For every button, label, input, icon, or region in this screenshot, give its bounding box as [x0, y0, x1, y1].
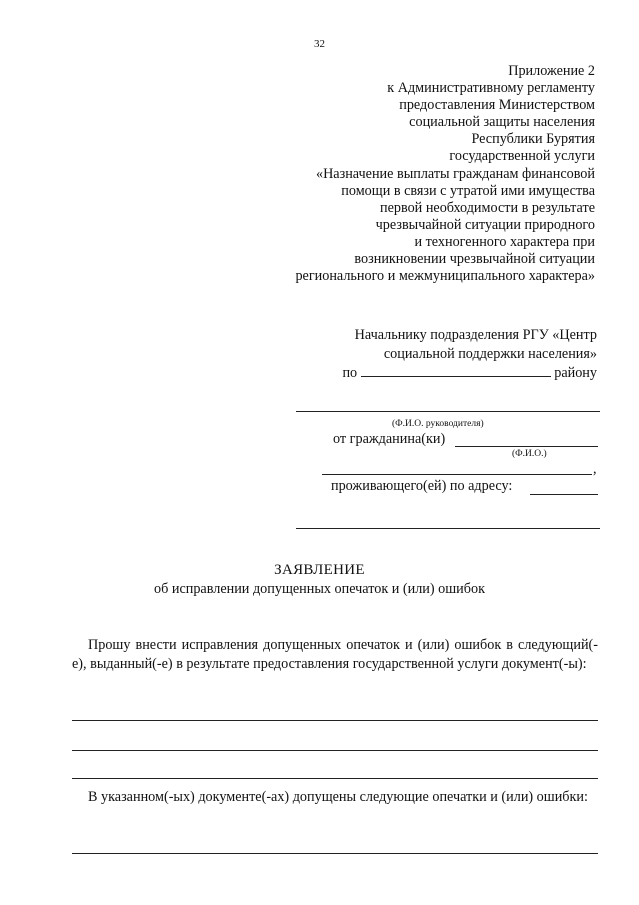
district-field[interactable] — [361, 364, 551, 377]
document-field-line[interactable] — [72, 778, 598, 779]
appendix-line: возникновении чрезвычайной ситуации — [354, 251, 595, 268]
appendix-line: «Назначение выплаты гражданам финансовой — [315, 165, 595, 182]
addressee-line-1: Начальнику подразделения РГУ «Центр — [354, 327, 597, 343]
fio-caption: (Ф.И.О.) — [512, 449, 547, 459]
district-row — [342, 364, 597, 383]
document-title: ЗАЯВЛЕНИЕ — [274, 562, 365, 578]
addressee-line-2: социальной поддержки населения» — [383, 346, 597, 362]
address-label: проживающего(ей) по адресу: — [331, 478, 513, 494]
errors-field-line[interactable] — [72, 853, 598, 854]
address-field-continued[interactable] — [296, 528, 600, 529]
document-field-line[interactable] — [72, 720, 598, 721]
appendix-line: чрезвычайной ситуации природного — [375, 216, 595, 233]
request-paragraph: Прошу внести исправления допущенных опечаток и (или) ошибок в следующий(-е), выданный(-е) в результате предоставления государственной услуги документ(-ы): — [72, 637, 598, 673]
from-label: от гражданина(ки) — [333, 431, 446, 447]
appendix-line: Приложение 2 — [508, 63, 595, 79]
comma: , — [593, 461, 597, 477]
document-field-line[interactable] — [72, 750, 598, 751]
appendix-line: регионального и межмуниципального характера» — [295, 268, 595, 285]
appendix-line: помощи в связи с утратой ими имущества — [341, 182, 595, 199]
appendix-line: к Административному регламенту — [387, 80, 595, 97]
district-label: району — [554, 365, 597, 381]
applicant-name-field[interactable] — [455, 446, 598, 447]
appendix-header — [235, 63, 595, 285]
appendix-line: государственной услуги — [449, 148, 595, 165]
addressee-block — [342, 326, 597, 383]
appendix-line: Республики Бурятия — [471, 131, 595, 148]
head-name-field[interactable] — [296, 411, 600, 412]
errors-paragraph: В указанном(-ых) документе(-ах) допущены следующие опечатки и (или) ошибки: — [88, 789, 588, 805]
applicant-extra-field[interactable] — [322, 474, 592, 475]
appendix-line: и техногенного характера при — [414, 233, 595, 250]
appendix-line: социальной защиты населения — [409, 114, 595, 131]
appendix-line: первой необходимости в результате — [380, 199, 595, 216]
address-field[interactable] — [530, 494, 598, 495]
document-subtitle: об исправлении допущенных опечаток и (или) ошибок — [154, 581, 485, 597]
po-label: по — [342, 365, 358, 381]
appendix-line: предоставления Министерством — [399, 97, 595, 114]
page-number: 32 — [314, 38, 325, 50]
head-name-caption: (Ф.И.О. руководителя) — [392, 419, 484, 429]
